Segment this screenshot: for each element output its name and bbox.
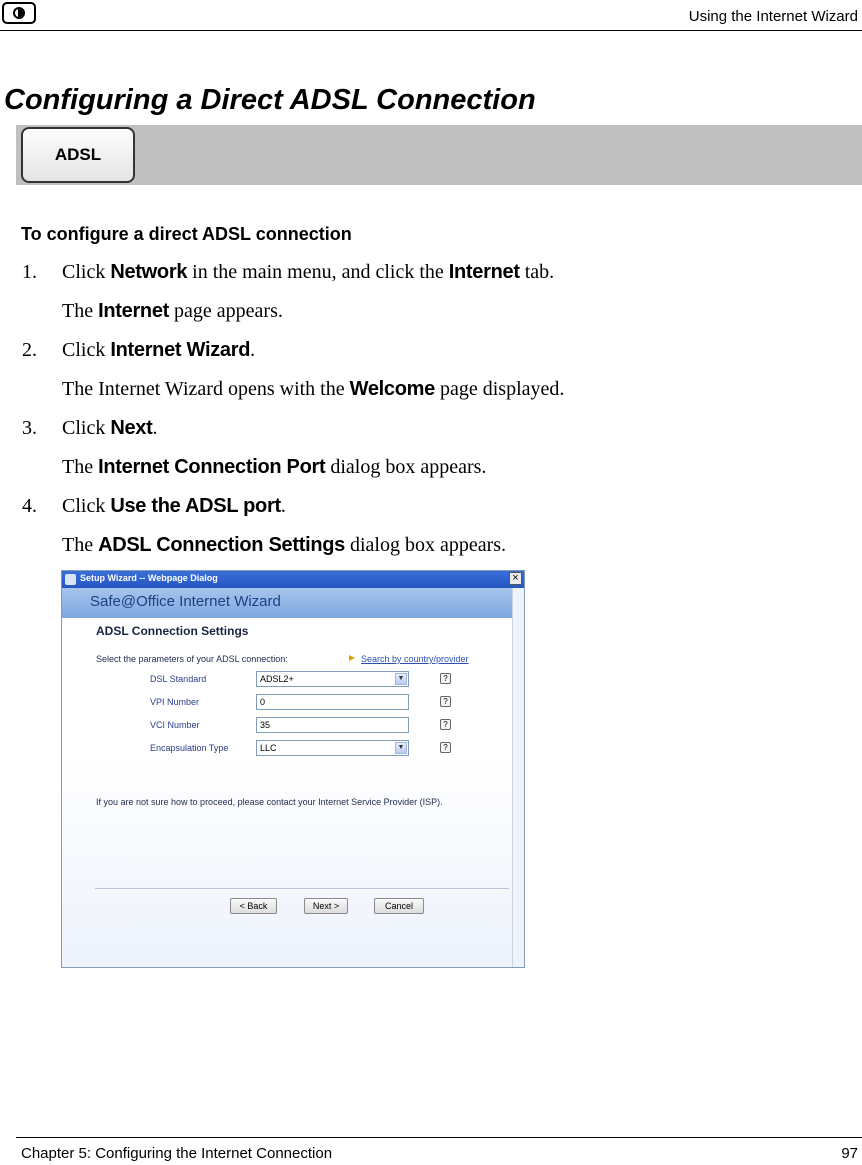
step-number: 3. <box>22 417 37 439</box>
dsl-standard-select[interactable]: ADSL2+ ▼ <box>256 671 409 687</box>
step-2-result: The Internet Wizard opens with the Welcome page displayed. <box>62 378 565 400</box>
encapsulation-type-label: Encapsulation Type <box>150 743 229 753</box>
step-3-result: The Internet Connection Port dialog box appears. <box>62 456 487 478</box>
page-number: 97 <box>841 1145 858 1162</box>
dialog-body <box>62 618 512 968</box>
vpi-number-label: VPI Number <box>150 697 200 707</box>
dialog-intro: Select the parameters of your ADSL connection: <box>96 654 288 664</box>
link-arrow-icon <box>349 655 355 661</box>
step-1-result: The Internet page appears. <box>62 300 283 322</box>
step-1-text: Click Network in the main menu, and click the Internet tab. <box>62 261 555 283</box>
dialog-window-title: Setup Wizard -- Webpage Dialog <box>80 573 218 583</box>
footer-rule <box>16 1137 862 1138</box>
close-icon[interactable]: × <box>509 572 522 585</box>
dialog-scrollbar[interactable] <box>512 588 525 967</box>
adsl-badge: ADSL <box>21 127 135 183</box>
wizard-banner-title: Safe@Office Internet Wizard <box>90 593 281 610</box>
header-rule <box>0 30 862 31</box>
vci-number-input[interactable]: 35 <box>256 717 409 733</box>
product-logo-icon <box>2 2 36 24</box>
step-number: 4. <box>22 495 37 517</box>
footer-chapter: Chapter 5: Configuring the Internet Connection <box>21 1145 333 1162</box>
dialog-divider <box>95 888 509 889</box>
search-by-country-link[interactable]: Search by country/provider <box>361 654 469 664</box>
vpi-number-input[interactable]: 0 <box>256 694 409 710</box>
help-icon[interactable]: ? <box>440 673 451 684</box>
help-icon[interactable]: ? <box>440 719 451 730</box>
cancel-button[interactable]: Cancel <box>374 898 424 914</box>
chevron-down-icon: ▼ <box>395 673 407 685</box>
page-title: Configuring a Direct ADSL Connection <box>4 84 536 116</box>
adsl-section-band <box>16 125 862 185</box>
step-number: 2. <box>22 339 37 361</box>
step-4-text: Click Use the ADSL port. <box>62 495 286 517</box>
wizard-banner <box>62 588 512 618</box>
encapsulation-type-select[interactable]: LLC ▼ <box>256 740 409 756</box>
chevron-down-icon: ▼ <box>395 742 407 754</box>
help-icon[interactable]: ? <box>440 742 451 753</box>
vci-number-label: VCI Number <box>150 720 200 730</box>
procedure-heading: To configure a direct ADSL connection <box>21 224 352 244</box>
isp-note: If you are not sure how to proceed, please contact your Internet Service Provider (ISP). <box>96 797 443 807</box>
running-header-title: Using the Internet Wizard <box>688 8 858 25</box>
next-button[interactable]: Next > <box>304 898 348 914</box>
dialog-titlebar <box>62 571 524 588</box>
step-number: 1. <box>22 261 37 283</box>
step-2-text: Click Internet Wizard. <box>62 339 256 361</box>
dialog-heading: ADSL Connection Settings <box>96 624 249 638</box>
step-4-result: The ADSL Connection Settings dialog box appears. <box>62 534 507 556</box>
window-icon <box>65 574 76 585</box>
help-icon[interactable]: ? <box>440 696 451 707</box>
dsl-standard-label: DSL Standard <box>150 674 207 684</box>
adsl-settings-dialog-screenshot <box>61 570 525 968</box>
step-3-text: Click Next. <box>62 417 158 439</box>
back-button[interactable]: < Back <box>230 898 277 914</box>
